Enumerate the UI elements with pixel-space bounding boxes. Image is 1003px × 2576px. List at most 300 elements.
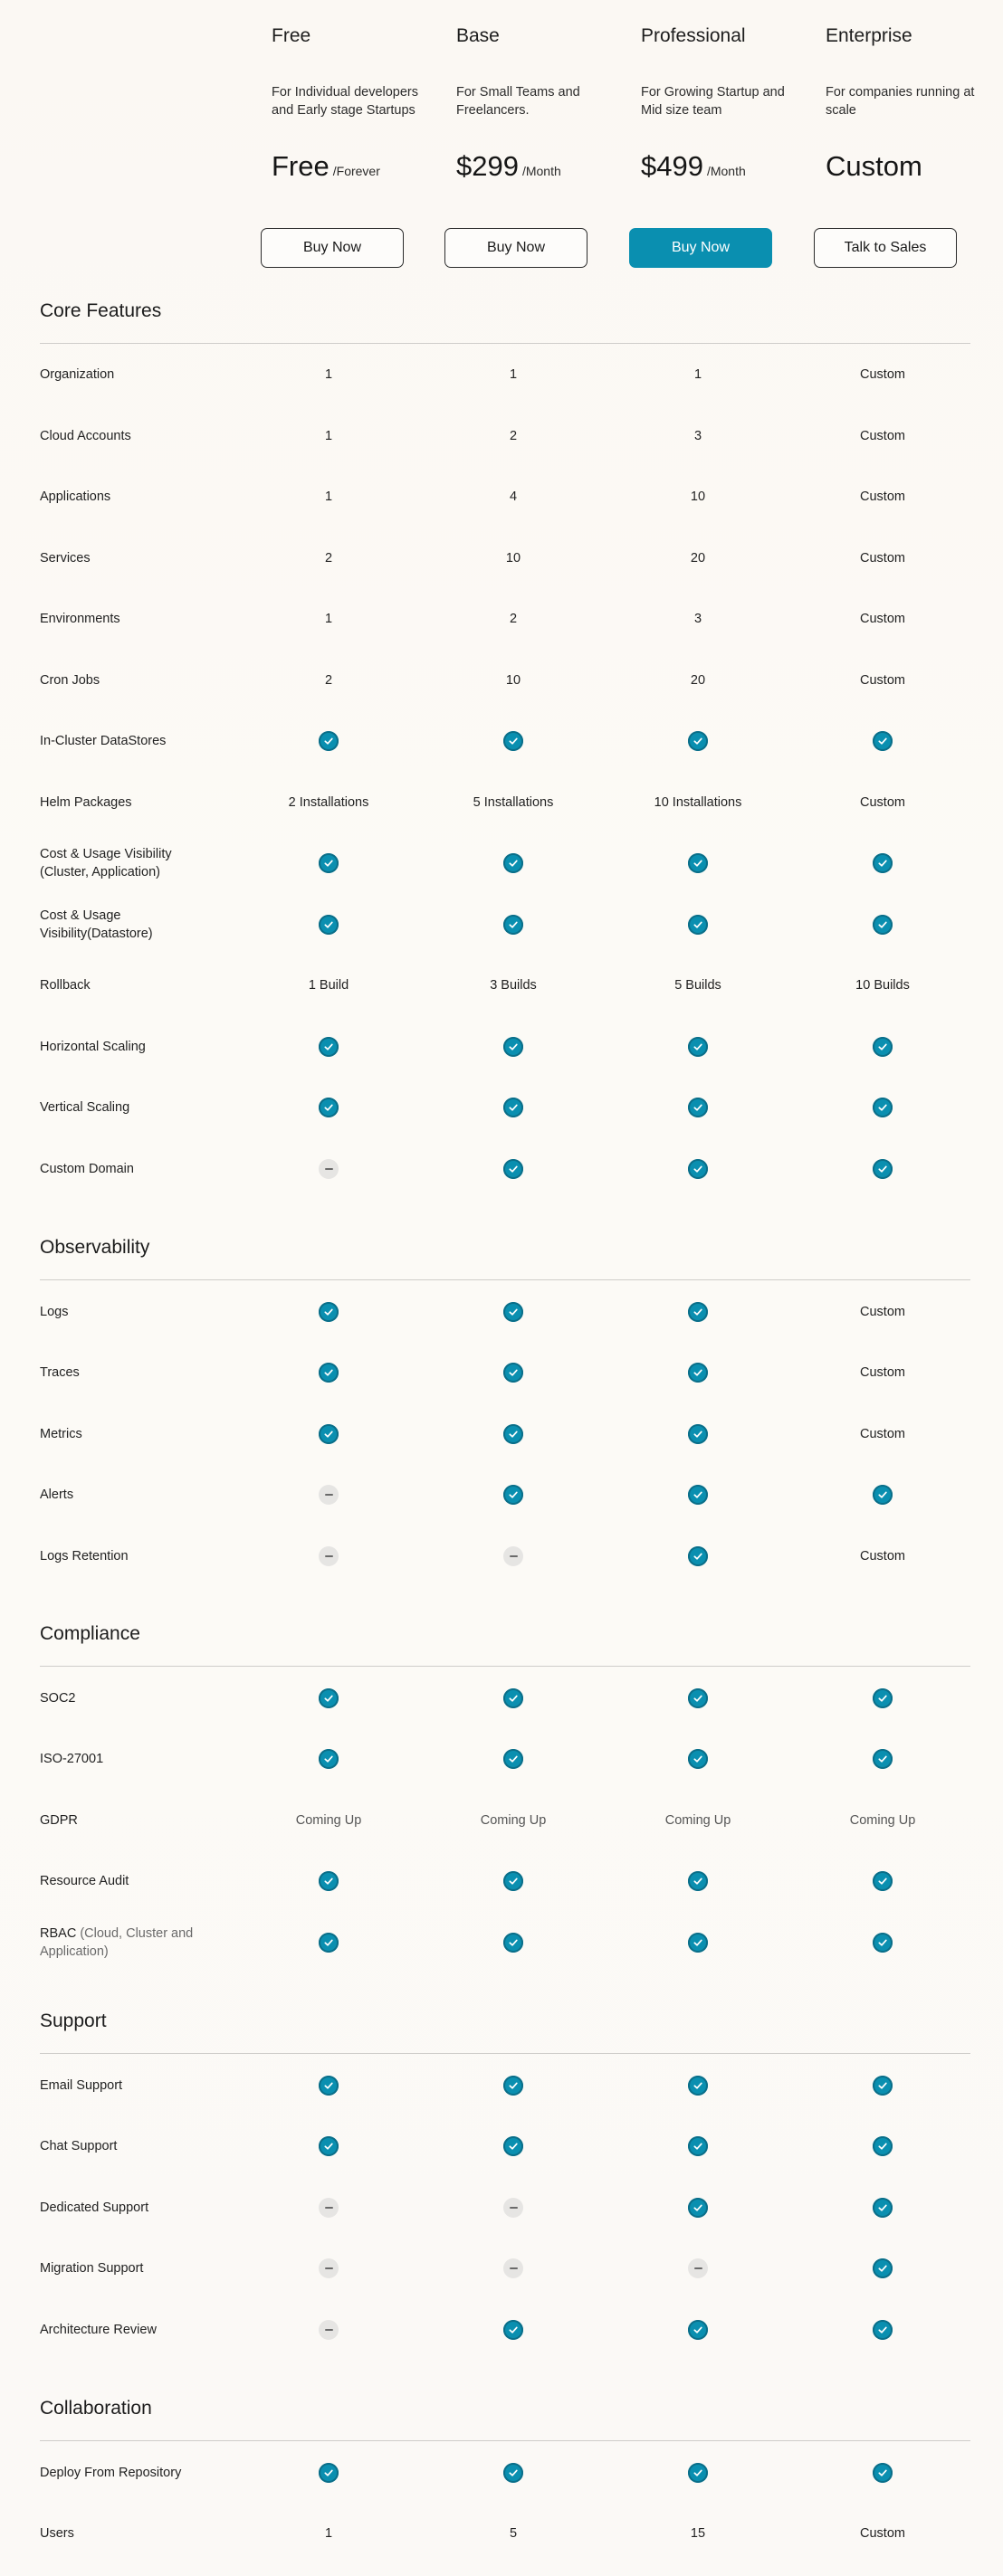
table-row — [0, 471, 1003, 522]
feature-value — [688, 1485, 708, 1505]
feature-value — [503, 853, 523, 873]
check-circle-icon — [688, 2463, 708, 2483]
feature-value — [873, 1933, 893, 1953]
feature-label — [40, 610, 212, 628]
feature-value: 2 — [324, 673, 333, 688]
section-divider — [40, 343, 970, 344]
feature-value — [873, 2258, 893, 2278]
feature-value: Coming Up — [295, 1813, 362, 1828]
table-row — [0, 1144, 1003, 1194]
feature-name: Horizontal Scaling — [40, 1040, 146, 1054]
feature-name: In-Cluster DataStores — [40, 734, 167, 748]
feature-value — [688, 853, 708, 873]
feature-value: Coming Up — [849, 1813, 916, 1828]
section-title: Compliance — [40, 1623, 140, 1644]
section-title: Observability — [40, 1237, 150, 1258]
table-row — [0, 411, 1003, 461]
feature-value: 1 — [324, 429, 333, 443]
dash-circle-icon — [319, 2198, 339, 2218]
feature-value — [319, 853, 339, 873]
feature-name: Rollback — [40, 978, 91, 993]
check-circle-icon — [503, 2076, 523, 2096]
check-circle-icon — [873, 1749, 893, 1769]
buy-now-button[interactable]: Buy Now — [261, 228, 404, 268]
check-circle-icon — [873, 1159, 893, 1179]
dash-circle-icon — [319, 2320, 339, 2340]
feature-label — [40, 1303, 212, 1321]
table-row — [0, 2121, 1003, 2172]
check-circle-icon — [688, 1363, 708, 1383]
check-circle-icon — [503, 731, 523, 751]
check-circle-icon — [503, 1688, 523, 1708]
pricing-header — [0, 0, 1003, 290]
feature-value — [319, 1159, 339, 1179]
feature-value — [688, 1098, 708, 1117]
check-circle-icon — [688, 2320, 708, 2340]
feature-name: Applications — [40, 490, 111, 504]
feature-value: 3 — [693, 612, 702, 626]
check-circle-icon — [503, 1098, 523, 1117]
feature-label — [40, 1547, 212, 1565]
feature-value — [873, 2076, 893, 2096]
check-circle-icon — [319, 1688, 339, 1708]
feature-value: Custom — [860, 1365, 905, 1380]
feature-value: Custom — [860, 1549, 905, 1564]
feature-value — [503, 2258, 523, 2278]
price-unit: /Month — [706, 164, 746, 178]
check-circle-icon — [688, 1871, 708, 1891]
check-circle-icon — [688, 853, 708, 873]
feature-value: Custom — [860, 2526, 905, 2541]
feature-label — [40, 2199, 212, 2217]
feature-label — [40, 2259, 212, 2277]
check-circle-icon — [319, 1424, 339, 1444]
feature-value — [319, 1546, 339, 1566]
feature-value — [503, 1159, 523, 1179]
plan-name: Enterprise — [826, 25, 912, 46]
feature-label — [40, 488, 212, 506]
feature-value — [319, 915, 339, 935]
feature-label — [40, 845, 212, 881]
feature-name: Architecture Review — [40, 2323, 157, 2337]
plan-price — [272, 150, 380, 183]
dash-circle-icon — [503, 2198, 523, 2218]
feature-value — [319, 1037, 339, 1057]
check-circle-icon — [873, 2136, 893, 2156]
feature-value — [319, 1871, 339, 1891]
feature-value — [688, 1933, 708, 1953]
dash-circle-icon — [319, 1546, 339, 1566]
feature-value — [873, 1688, 893, 1708]
feature-value — [503, 1302, 523, 1322]
feature-value — [873, 1485, 893, 1505]
check-circle-icon — [873, 853, 893, 873]
feature-label — [40, 2137, 212, 2155]
feature-value — [873, 1159, 893, 1179]
feature-value — [688, 2198, 708, 2218]
table-row — [0, 533, 1003, 584]
table-row — [0, 594, 1003, 644]
table-row — [0, 777, 1003, 828]
feature-value — [873, 731, 893, 751]
feature-value: 3 Builds — [490, 978, 537, 993]
feature-value — [688, 1871, 708, 1891]
plan-name: Free — [272, 25, 311, 46]
feature-value: Custom — [860, 429, 905, 443]
feature-name: Logs Retention — [40, 1549, 129, 1564]
feature-label — [40, 794, 212, 812]
feature-name: Traces — [40, 1365, 80, 1380]
feature-value — [503, 2136, 523, 2156]
plan-price — [641, 150, 746, 183]
table-row — [0, 1856, 1003, 1906]
check-circle-icon — [873, 1098, 893, 1117]
feature-value — [503, 1037, 523, 1057]
section-divider — [40, 1666, 970, 1667]
table-row — [0, 349, 1003, 400]
feature-value — [688, 1302, 708, 1322]
feature-note: (Cloud, Cluster and Application) — [40, 1926, 194, 1959]
feature-value: 1 — [324, 612, 333, 626]
check-circle-icon — [873, 1485, 893, 1505]
feature-value — [503, 2198, 523, 2218]
feature-value — [319, 1749, 339, 1769]
check-circle-icon — [688, 731, 708, 751]
check-circle-icon — [688, 1485, 708, 1505]
feature-label — [40, 1750, 212, 1768]
plan-price — [456, 150, 561, 183]
check-circle-icon — [503, 2320, 523, 2340]
talk-to-sales-button[interactable]: Talk to Sales — [814, 228, 957, 268]
feature-value — [503, 1424, 523, 1444]
feature-name: Cost & Usage Visibility(Datastore) — [40, 908, 153, 941]
feature-name: Cost & Usage Visibility (Cluster, Application) — [40, 847, 172, 879]
feature-value — [319, 1302, 339, 1322]
feature-value — [873, 853, 893, 873]
check-circle-icon — [319, 2076, 339, 2096]
feature-value — [688, 1363, 708, 1383]
feature-value: 2 — [509, 429, 518, 443]
check-circle-icon — [503, 1485, 523, 1505]
table-row — [0, 1469, 1003, 1520]
section-divider — [40, 1279, 970, 1280]
check-circle-icon — [319, 2463, 339, 2483]
feature-value — [688, 2136, 708, 2156]
feature-value: 2 — [509, 612, 518, 626]
feature-value: Custom — [860, 795, 905, 810]
feature-value: Custom — [860, 1427, 905, 1441]
feature-value — [319, 1485, 339, 1505]
plan-description: For Individual developers and Early stage Startups — [272, 85, 419, 118]
table-row — [0, 716, 1003, 766]
feature-label — [40, 1160, 212, 1178]
plan-price — [826, 150, 922, 183]
table-row — [0, 2448, 1003, 2498]
feature-name: Vertical Scaling — [40, 1100, 130, 1115]
check-circle-icon — [688, 1424, 708, 1444]
section-divider — [40, 2053, 970, 2054]
feature-value: Custom — [860, 490, 905, 504]
feature-label — [40, 2321, 212, 2339]
check-circle-icon — [319, 1302, 339, 1322]
check-circle-icon — [873, 915, 893, 935]
feature-value — [688, 2463, 708, 2483]
table-row — [0, 1082, 1003, 1133]
feature-value: 15 — [690, 2526, 706, 2541]
feature-name: Helm Packages — [40, 795, 132, 810]
feature-value: 1 — [324, 367, 333, 382]
feature-value: 2 Installations — [288, 795, 369, 810]
feature-value — [319, 1688, 339, 1708]
check-circle-icon — [503, 1749, 523, 1769]
feature-name: Services — [40, 551, 91, 566]
check-circle-icon — [503, 2136, 523, 2156]
check-circle-icon — [688, 2198, 708, 2218]
check-circle-icon — [688, 1546, 708, 1566]
feature-label — [40, 2077, 212, 2095]
table-row — [0, 2182, 1003, 2233]
feature-label — [40, 907, 212, 943]
feature-label — [40, 366, 212, 384]
buy-now-button[interactable]: Buy Now — [444, 228, 587, 268]
feature-label — [40, 2524, 212, 2543]
price-amount: $299 — [456, 150, 519, 182]
feature-name: Metrics — [40, 1427, 82, 1441]
check-circle-icon — [503, 1159, 523, 1179]
feature-name: Organization — [40, 367, 115, 382]
feature-name: Chat Support — [40, 2139, 118, 2153]
feature-name: SOC2 — [40, 1691, 76, 1706]
feature-label — [40, 1872, 212, 1890]
feature-label — [40, 1364, 212, 1382]
feature-label — [40, 1925, 212, 1961]
feature-value: Coming Up — [664, 1813, 731, 1828]
check-circle-icon — [319, 1749, 339, 1769]
check-circle-icon — [503, 1037, 523, 1057]
feature-value: 1 — [693, 367, 702, 382]
feature-value: 5 Builds — [674, 978, 721, 993]
feature-value — [688, 2076, 708, 2096]
feature-value — [503, 915, 523, 935]
table-row — [0, 1347, 1003, 1398]
table-row — [0, 1917, 1003, 1968]
feature-name: Environments — [40, 612, 120, 626]
feature-value — [503, 1688, 523, 1708]
feature-value — [688, 1159, 708, 1179]
feature-value: 3 — [693, 429, 702, 443]
buy-now-button[interactable]: Buy Now — [629, 228, 772, 268]
plan-description: For companies running at scale — [826, 85, 975, 118]
price-amount: Custom — [826, 150, 922, 182]
table-row — [0, 2243, 1003, 2294]
table-row — [0, 960, 1003, 1011]
section-title: Support — [40, 2010, 107, 2031]
check-circle-icon — [688, 2076, 708, 2096]
check-circle-icon — [873, 2076, 893, 2096]
check-circle-icon — [503, 1363, 523, 1383]
feature-label — [40, 1425, 212, 1443]
feature-value: 5 — [509, 2526, 518, 2541]
check-circle-icon — [319, 1098, 339, 1117]
feature-value: 1 — [324, 490, 333, 504]
feature-name: GDPR — [40, 1813, 78, 1828]
feature-label — [40, 427, 212, 445]
feature-value — [873, 915, 893, 935]
feature-value — [503, 1098, 523, 1117]
check-circle-icon — [319, 853, 339, 873]
check-circle-icon — [319, 2136, 339, 2156]
feature-value — [503, 731, 523, 751]
table-row — [0, 1287, 1003, 1337]
feature-name: Cron Jobs — [40, 673, 100, 688]
feature-value — [688, 1037, 708, 1057]
feature-name: RBAC — [40, 1926, 77, 1941]
dash-circle-icon — [503, 1546, 523, 1566]
check-circle-icon — [688, 1159, 708, 1179]
feature-name: Migration Support — [40, 2261, 144, 2276]
feature-value — [319, 1933, 339, 1953]
feature-label — [40, 1098, 212, 1117]
feature-value — [319, 731, 339, 751]
feature-value — [503, 1485, 523, 1505]
feature-label — [40, 671, 212, 689]
feature-value — [503, 1546, 523, 1566]
feature-value: 10 Installations — [654, 795, 742, 810]
feature-label — [40, 1811, 212, 1830]
check-circle-icon — [319, 731, 339, 751]
section-title: Core Features — [40, 300, 162, 321]
check-circle-icon — [503, 915, 523, 935]
feature-value: 4 — [509, 490, 518, 504]
feature-value — [873, 2320, 893, 2340]
feature-name: ISO-27001 — [40, 1752, 104, 1766]
check-circle-icon — [873, 2258, 893, 2278]
feature-name: Cloud Accounts — [40, 429, 131, 443]
plan-name: Professional — [641, 25, 746, 46]
feature-value: Custom — [860, 1305, 905, 1319]
table-row — [0, 2305, 1003, 2355]
check-circle-icon — [319, 1363, 339, 1383]
feature-value: 10 Builds — [855, 978, 910, 993]
check-circle-icon — [873, 2320, 893, 2340]
feature-label — [40, 549, 212, 567]
feature-value — [688, 1688, 708, 1708]
feature-value — [503, 2076, 523, 2096]
feature-value — [503, 1749, 523, 1769]
check-circle-icon — [873, 1871, 893, 1891]
check-circle-icon — [873, 1933, 893, 1953]
check-circle-icon — [688, 915, 708, 935]
table-row — [0, 1734, 1003, 1784]
feature-value: Coming Up — [480, 1813, 547, 1828]
check-circle-icon — [503, 2463, 523, 2483]
feature-value: 20 — [690, 551, 706, 566]
table-row — [0, 1795, 1003, 1846]
feature-value — [319, 1098, 339, 1117]
check-circle-icon — [688, 2136, 708, 2156]
feature-name: Alerts — [40, 1488, 74, 1502]
check-circle-icon — [319, 1871, 339, 1891]
feature-value: Custom — [860, 612, 905, 626]
feature-value — [873, 1037, 893, 1057]
feature-value — [319, 2320, 339, 2340]
check-circle-icon — [873, 1688, 893, 1708]
plan-name: Base — [456, 25, 500, 46]
feature-value — [319, 1363, 339, 1383]
check-circle-icon — [319, 915, 339, 935]
check-circle-icon — [873, 731, 893, 751]
table-row — [0, 1022, 1003, 1072]
dash-circle-icon — [688, 2258, 708, 2278]
feature-value: 1 — [324, 2526, 333, 2541]
check-circle-icon — [688, 1302, 708, 1322]
feature-name: Deploy From Repository — [40, 2466, 182, 2480]
feature-value — [319, 1424, 339, 1444]
dash-circle-icon — [319, 1159, 339, 1179]
feature-value: Custom — [860, 551, 905, 566]
feature-value — [319, 2198, 339, 2218]
dash-circle-icon — [319, 2258, 339, 2278]
feature-value — [873, 2136, 893, 2156]
feature-value: 20 — [690, 673, 706, 688]
section-title: Collaboration — [40, 2398, 152, 2419]
table-row — [0, 1409, 1003, 1459]
feature-value — [688, 1546, 708, 1566]
feature-value — [319, 2463, 339, 2483]
check-circle-icon — [503, 1933, 523, 1953]
feature-value: 2 — [324, 551, 333, 566]
feature-value — [503, 2320, 523, 2340]
table-row — [0, 2508, 1003, 2559]
feature-name: Dedicated Support — [40, 2201, 149, 2215]
plan-description: For Small Teams and Freelancers. — [456, 85, 580, 118]
check-circle-icon — [503, 1302, 523, 1322]
feature-value — [503, 1871, 523, 1891]
check-circle-icon — [873, 2463, 893, 2483]
feature-value — [688, 2258, 708, 2278]
check-circle-icon — [688, 1749, 708, 1769]
feature-value — [503, 1363, 523, 1383]
check-circle-icon — [319, 1037, 339, 1057]
feature-value: 10 — [690, 490, 706, 504]
feature-value — [319, 2258, 339, 2278]
feature-name: Users — [40, 2526, 74, 2541]
feature-value — [319, 2076, 339, 2096]
table-row — [0, 2060, 1003, 2111]
table-row — [0, 838, 1003, 889]
check-circle-icon — [503, 1871, 523, 1891]
feature-value — [688, 731, 708, 751]
feature-value: 5 Installations — [473, 795, 554, 810]
feature-value: Custom — [860, 673, 905, 688]
feature-value — [688, 1424, 708, 1444]
price-unit: /Forever — [332, 164, 380, 178]
feature-label — [40, 732, 212, 750]
plan-description: For Growing Startup and Mid size team — [641, 85, 785, 118]
feature-label — [40, 976, 212, 994]
feature-value — [319, 2136, 339, 2156]
table-row — [0, 1673, 1003, 1724]
price-unit: /Month — [521, 164, 561, 178]
dash-circle-icon — [503, 2258, 523, 2278]
feature-value — [873, 1749, 893, 1769]
check-circle-icon — [688, 1037, 708, 1057]
price-amount: $499 — [641, 150, 703, 182]
feature-name: Resource Audit — [40, 1874, 129, 1888]
feature-name: Custom Domain — [40, 1162, 134, 1176]
feature-value — [873, 1098, 893, 1117]
check-circle-icon — [688, 1688, 708, 1708]
